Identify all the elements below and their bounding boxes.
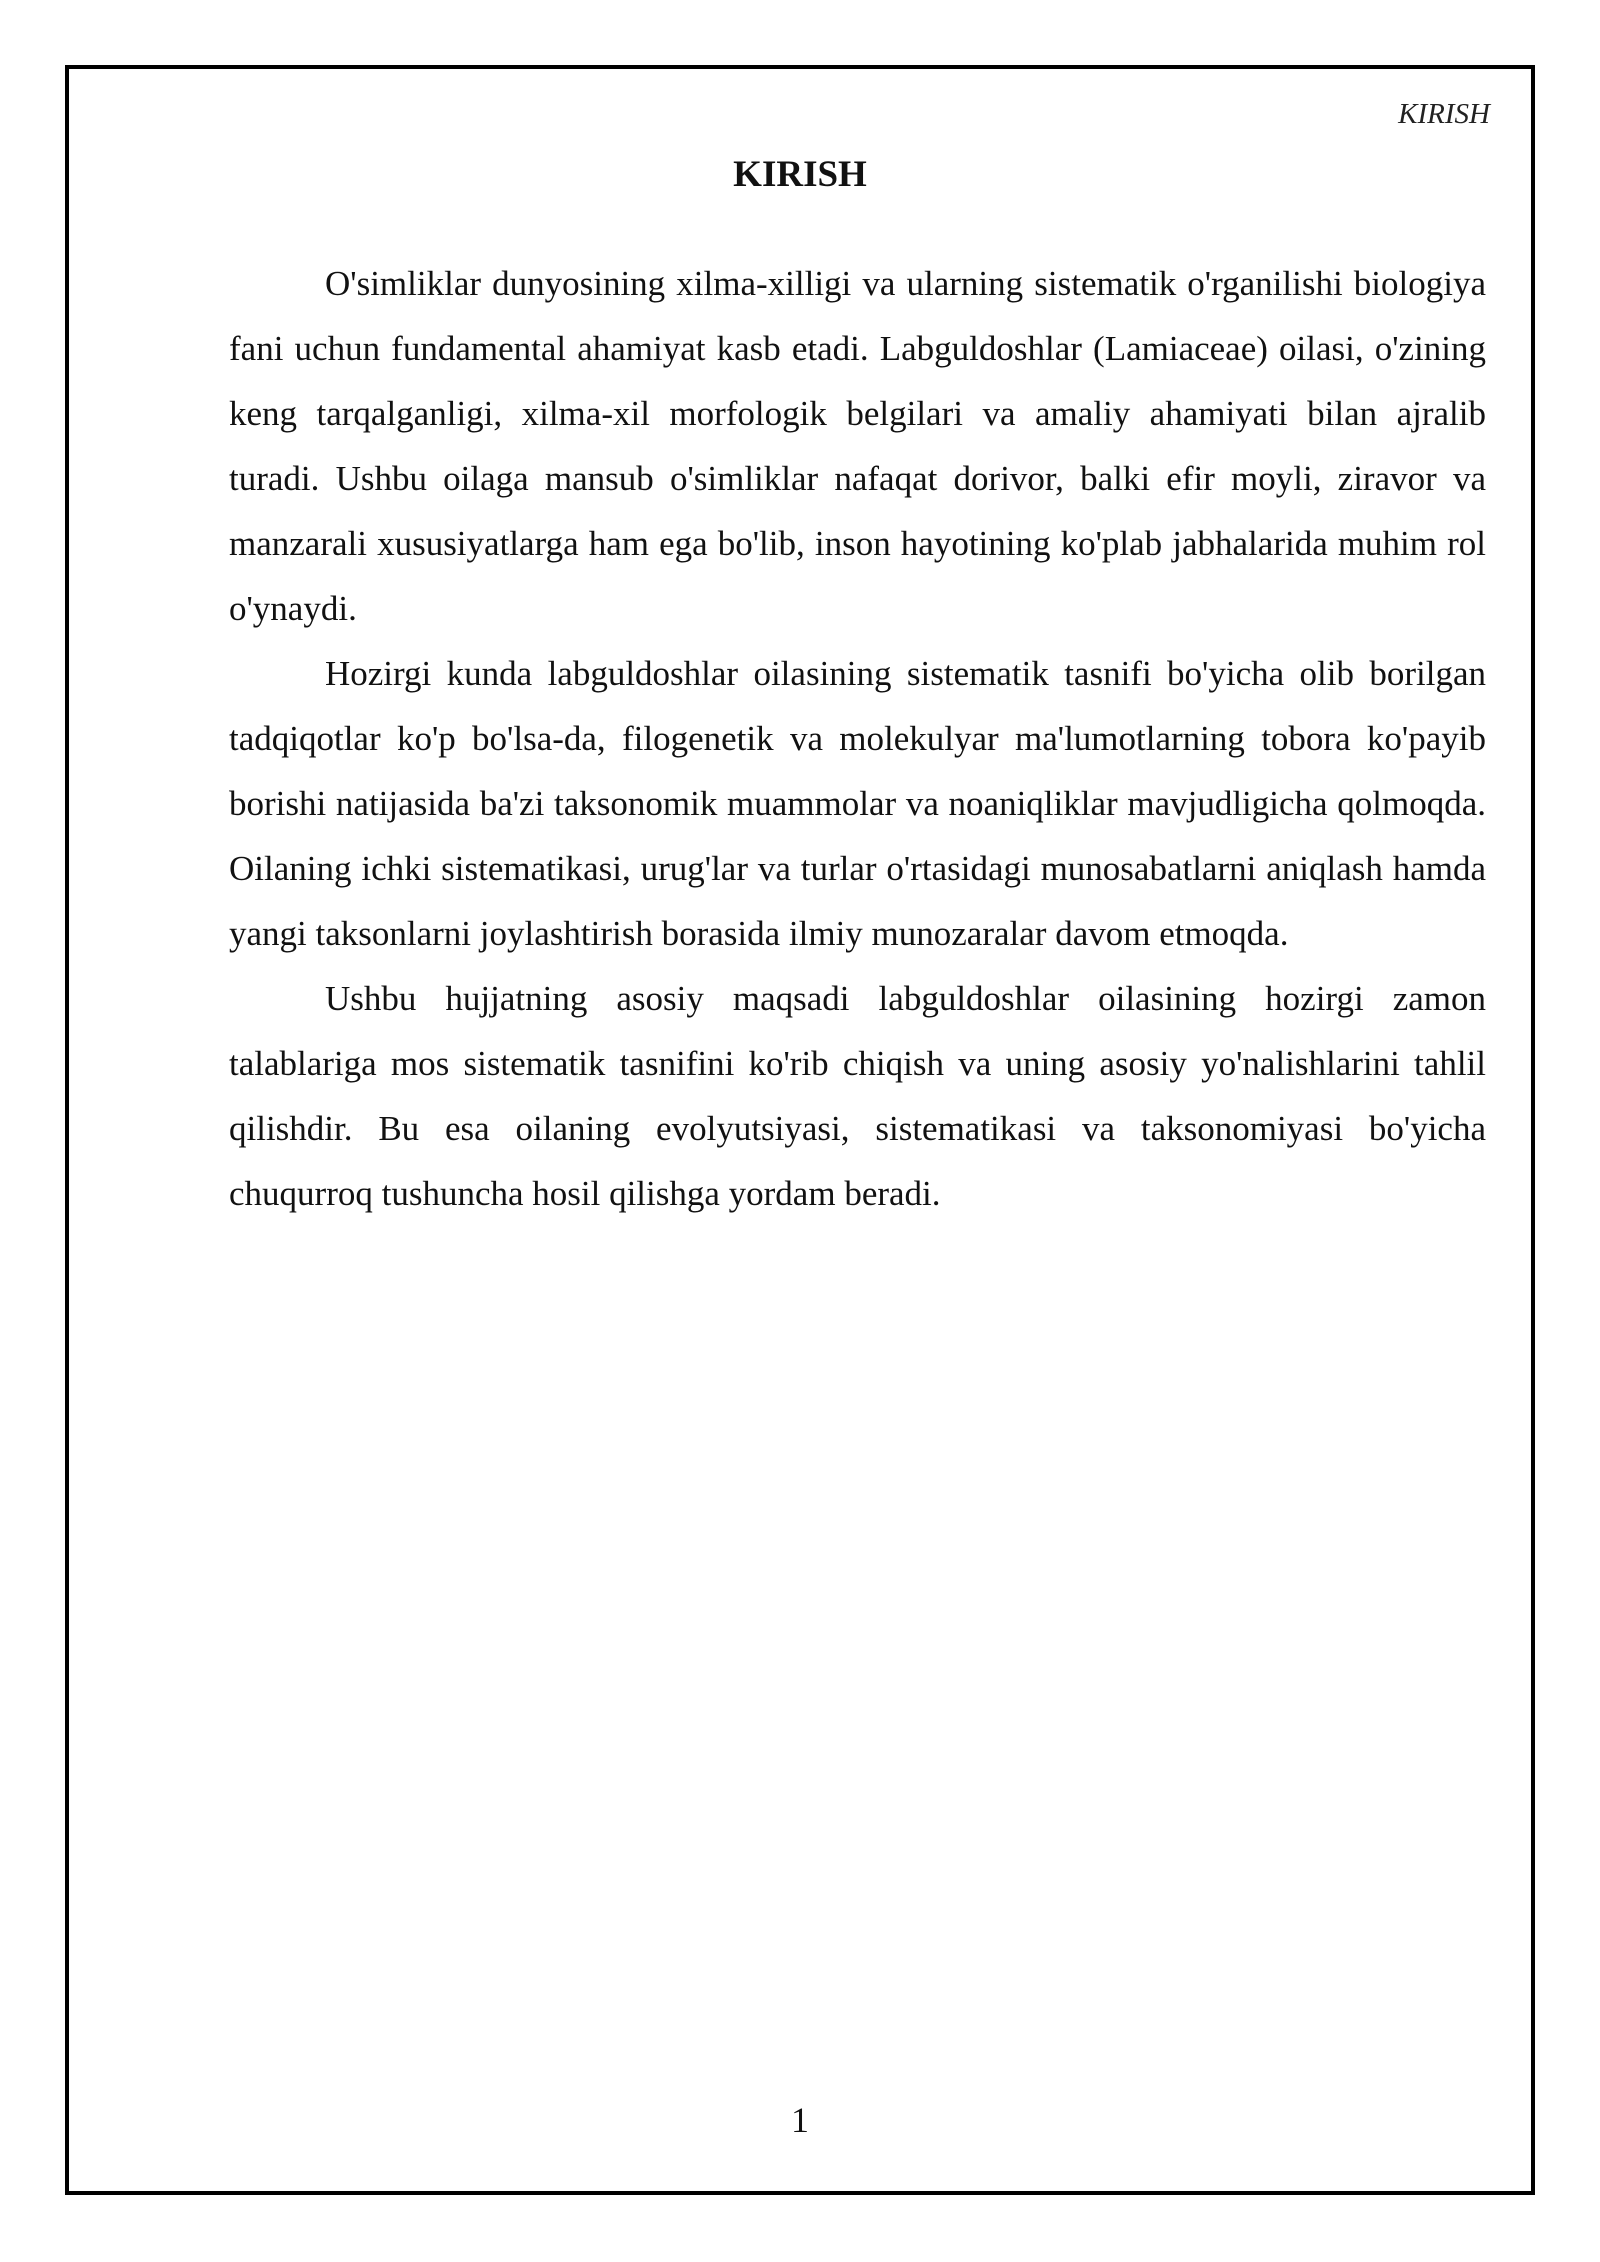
paragraph-3: Ushbu hujjatning asosiy maqsadi labguldoshlar oilasining hozirgi zamon talablariga mos sistematik tasnifini ko'rib chiqish va uning asosiy yo'nalishlarini tahlil qilishdir. Bu esa oilaning evolyutsiyasi, sistematikasi va taksonomiyasi bo'yicha chuqurroq tushuncha hosil qilishga yordam beradi.	[229, 979, 1486, 1213]
running-header: KIRISH	[1398, 98, 1490, 130]
page-number: 1	[791, 2100, 809, 2140]
paragraph-1: O'simliklar dunyosining xilma-xilligi va ularning sistematik o'rganilishi biologiya fani uchun fundamental ahamiyat kasb etadi. Labguldoshlar (Lamiaceae) oilasi, o'zining keng tarqalganligi, xilma-xil morfologik belgilari va amaliy ahamiyati bilan ajralib turadi. Ushbu oilaga mansub o'simliklar nafaqat dorivor, balki efir moyli, ziravor va manzarali xususiyatlarga ham ega bo'lib, inson hayotining ko'plab jabhalarida muhim rol o'ynaydi.	[229, 264, 1486, 628]
page-title: KIRISH	[733, 154, 867, 195]
paragraph-2: Hozirgi kunda labguldoshlar oilasining sistematik tasnifi bo'yicha olib borilgan tadqiqotlar ko'p bo'lsa-da, filogenetik va molekulyar ma'lumotlarning tobora ko'payib borishi natijasida ba'zi taksonomik muammolar va noaniqliklar mavjudligicha qolmoqda. Oilaning ichki sistematikasi, urug'lar va turlar o'rtasidagi munosabatlarni aniqlash hamda yangi taksonlarni joylashtirish borasida ilmiy munozaralar davom etmoqda.	[229, 654, 1486, 953]
body-text	[229, 251, 1486, 1226]
